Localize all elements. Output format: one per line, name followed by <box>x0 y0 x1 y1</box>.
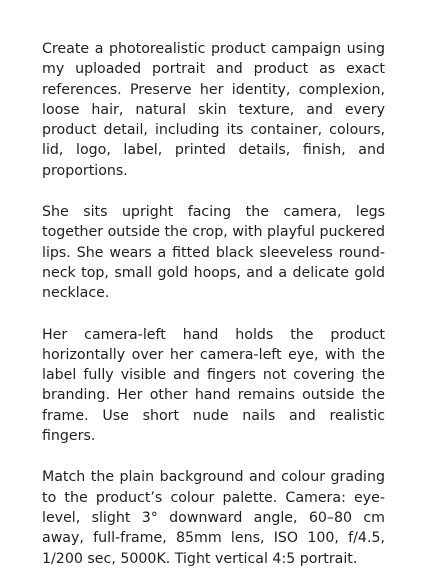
paragraph-1: Create a photorealistic product campaign using my uploaded portrait and product as exact references. Preserve her identity, complexion, loose hair, natural skin texture, and every product detail, including its container, colours, lid, logo, label, printed details, finish, and proportions. <box>42 41 385 179</box>
paragraph-3: Her camera-left hand holds the product horizontally over her camera-left eye, with the label fully visible and fingers not covering the branding. Her other hand remains outside the frame. Use short nude nails and realistic fingers. <box>42 326 385 445</box>
paragraph-4: Match the plain background and colour grading to the product’s colour palette. Camera: eye-level, slight 3° downward angle, 60–80 cm away, full-frame, 85mm lens, ISO 100, f/4.5, 1/200 sec, 5000K. Tight vertical 4:5 portrait. <box>42 469 385 567</box>
prompt-document <box>42 39 385 569</box>
paragraph-2: She sits upright facing the camera, legs together outside the crop, with playful puckered lips. She wears a fitted black sleeveless round-neck top, small gold hoops, and a delicate gold necklace. <box>42 204 385 302</box>
